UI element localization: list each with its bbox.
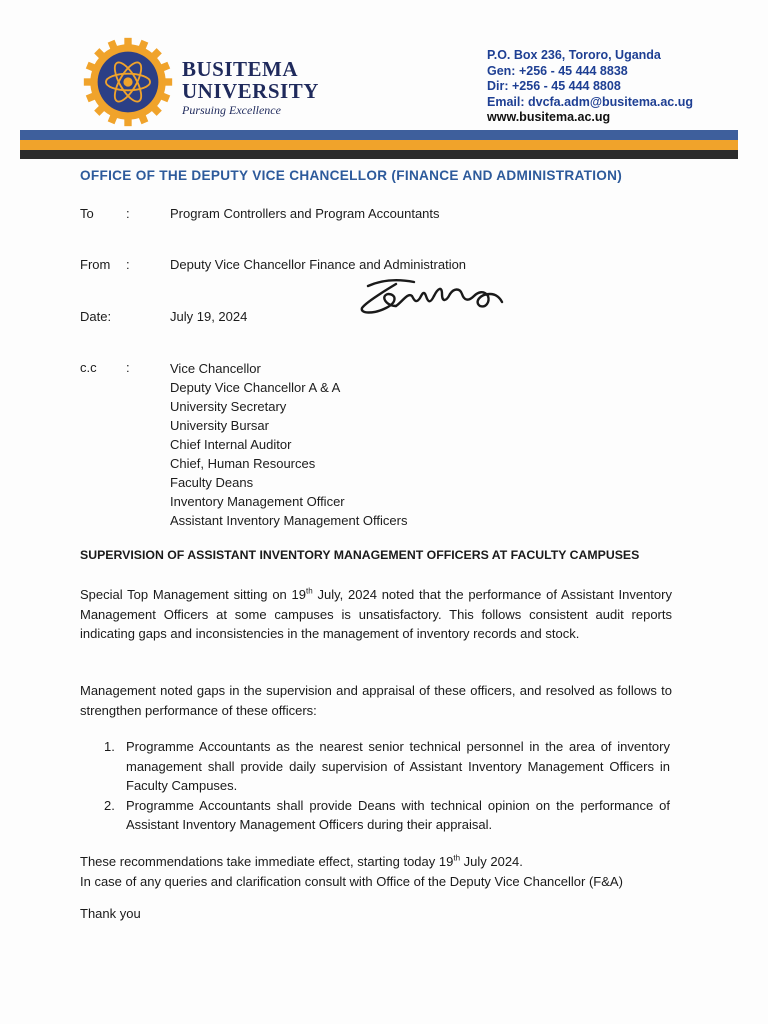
thank-you: Thank you [80, 906, 141, 921]
to-label: To [80, 206, 94, 221]
para1-superscript: th [306, 586, 313, 596]
office-title: OFFICE OF THE DEPUTY VICE CHANCELLOR (FINANCE AND ADMINISTRATION) [80, 168, 623, 183]
cc-item: Chief Internal Auditor [170, 437, 292, 452]
body-paragraph-1 [80, 585, 672, 644]
list-item-number: 1. [104, 739, 115, 754]
para1-text-start: Special Top Management sitting on 19 [80, 587, 307, 602]
postal-address: P.O. Box 236, Tororo, Uganda [487, 48, 661, 62]
closing1-superscript: th [453, 853, 461, 863]
cc-item: Deputy Vice Chancellor A & A [170, 380, 341, 395]
website-link[interactable]: www.busitema.ac.ug [487, 110, 611, 124]
closing1-text-end: July 2024. [460, 854, 523, 869]
date-label: Date: [80, 309, 112, 324]
cc-item: Chief, Human Resources [170, 456, 316, 471]
contact-block [487, 48, 693, 126]
closing-line-2: In case of any queries and clarification consult with Office of the Deputy Vice Chancellor (F&A) [80, 874, 623, 889]
list-item-text: Programme Accountants as the nearest senior technical personnel in the area of inventory management shall provide daily supervision of Assistant Inventory Management Officers in Faculty Campuses. [126, 739, 670, 793]
para1-text-end: July, 2024 noted that the performance of Assistant Inventory Management Officers at some campuses is unsatisfactory. This follows consistent audit reports indicating gaps and inconsistencies in the management of inventory records and stock. [80, 587, 672, 641]
handwritten-signature [356, 272, 508, 320]
list-item [104, 796, 670, 835]
header-band-blue [20, 130, 738, 140]
body-paragraph-2: Management noted gaps in the supervision and appraisal of these officers, and resolved as follows to strengthen performance of these officers: [80, 683, 672, 718]
university-name [182, 58, 319, 102]
closing1-text-start: These recommendations take immediate effect, starting today 19 [80, 854, 454, 869]
cc-item: Vice Chancellor [170, 361, 261, 376]
colon: : [126, 206, 130, 221]
header-band-dark [20, 150, 738, 159]
cc-item: Inventory Management Officer [170, 494, 345, 509]
memo-subject: SUPERVISION OF ASSISTANT INVENTORY MANAGEMENT OFFICERS AT FACULTY CAMPUSES [80, 548, 640, 562]
header-band-gold [20, 140, 738, 150]
cc-item: Assistant Inventory Management Officers [170, 513, 408, 528]
cc-item: Faculty Deans [170, 475, 254, 490]
to-value: Program Controllers and Program Accountants [170, 206, 440, 221]
university-name-line2: UNIVERSITY [182, 79, 319, 103]
list-item [104, 737, 670, 796]
resolution-list [104, 737, 670, 835]
cc-list [170, 359, 407, 530]
list-item-text: Programme Accountants shall provide Deans with technical opinion on the performance of Assistant Inventory Management Officers during their appraisal. [126, 797, 670, 832]
closing-line-1 [80, 852, 523, 872]
university-motto: Pursuing Excellence [182, 103, 281, 117]
direct-phone: Dir: +256 - 45 444 8808 [487, 79, 621, 93]
colon: : [126, 257, 130, 272]
colon: : [126, 360, 130, 375]
from-value: Deputy Vice Chancellor Finance and Administration [170, 257, 467, 272]
general-phone: Gen: +256 - 45 444 8838 [487, 63, 628, 78]
university-name-line1: BUSITEMA [182, 57, 299, 81]
email-address[interactable]: Email: dvcfa.adm@busitema.ac.ug [487, 94, 693, 109]
date-value: July 19, 2024 [170, 309, 248, 324]
cc-item: University Bursar [170, 418, 269, 433]
cc-item: University Secretary [170, 399, 287, 414]
university-logo [82, 36, 174, 128]
from-label: From [80, 257, 111, 272]
list-item-number: 2. [104, 797, 115, 813]
cc-label: c.c [80, 360, 97, 375]
